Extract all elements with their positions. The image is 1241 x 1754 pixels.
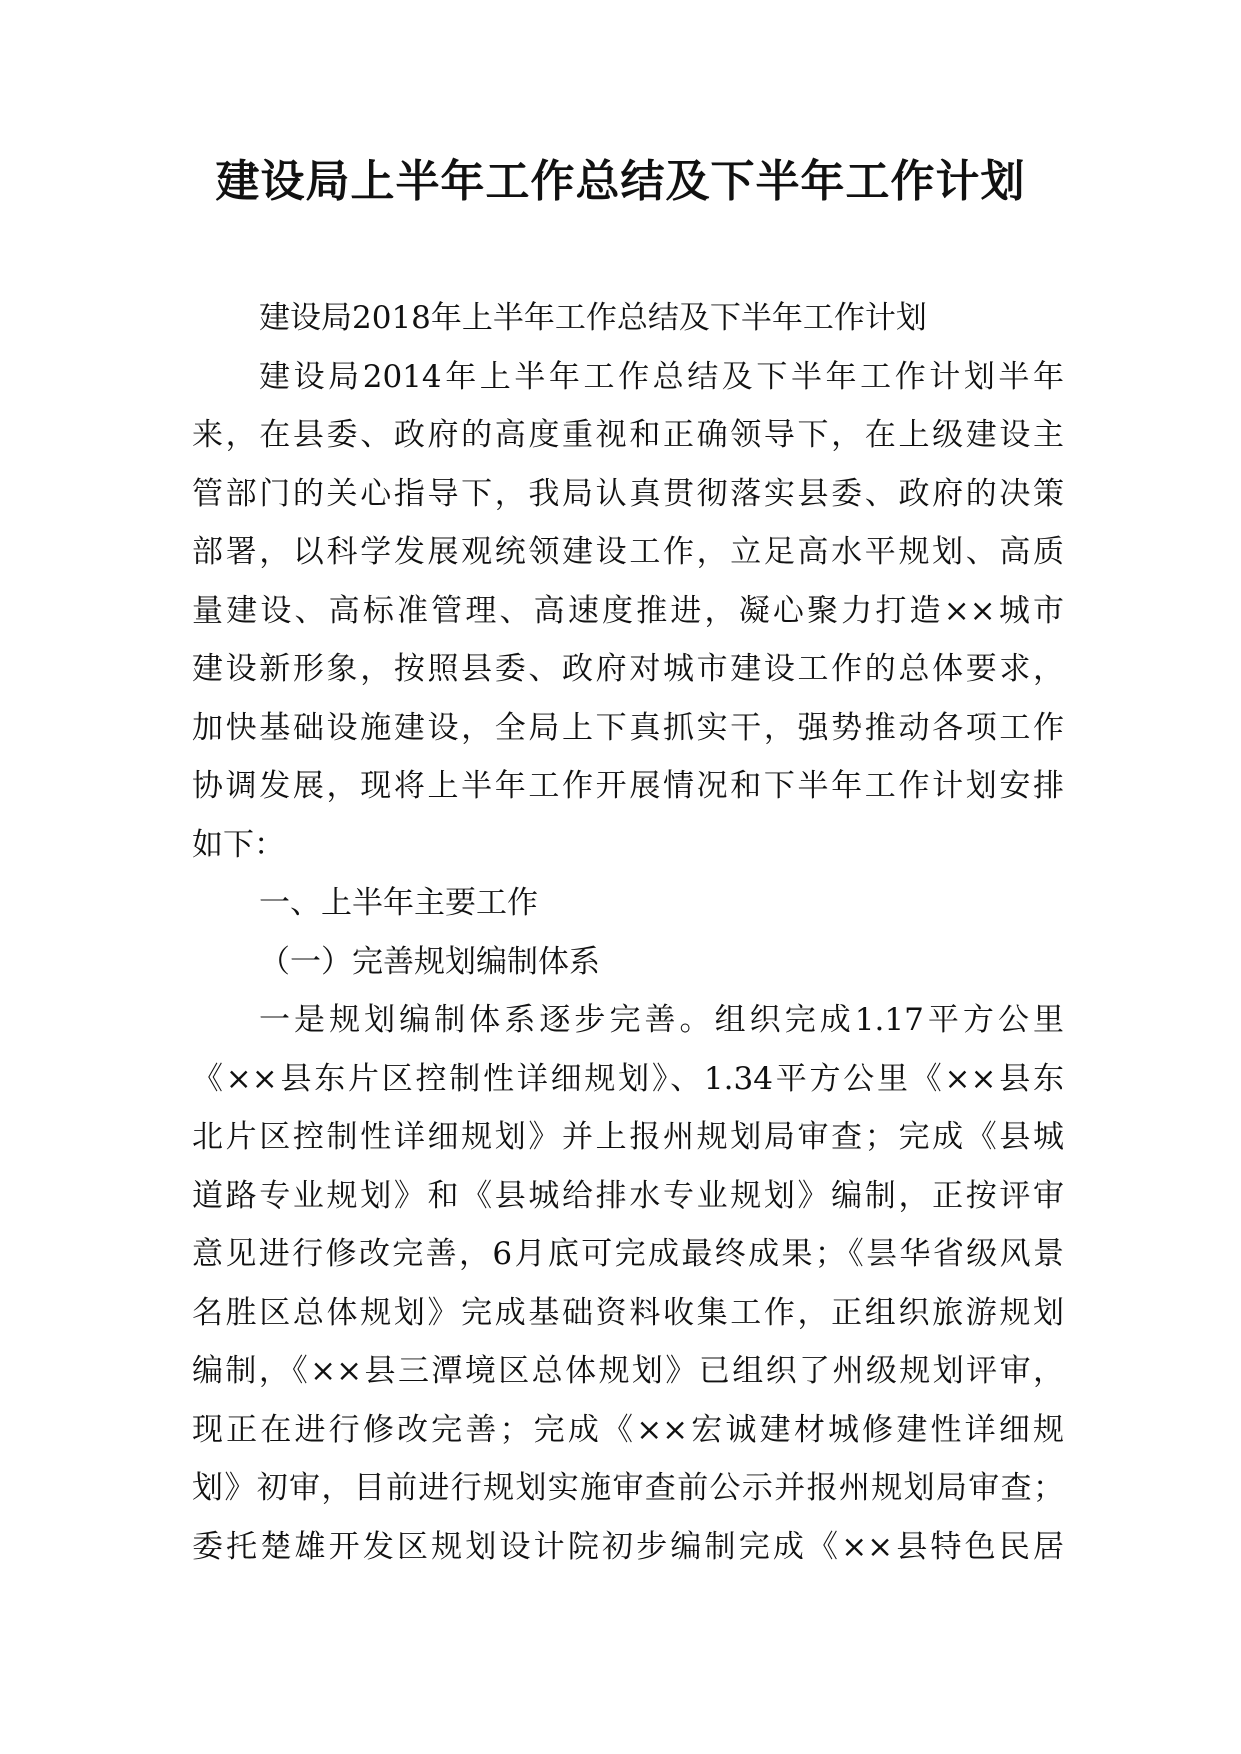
text-line: 建设局2014年上半年工作总结及下半年工作计划半年 (259, 358, 1064, 395)
text-line: 一是规划编制体系逐步完善。组织完成1.17平方公里 (259, 1002, 1064, 1038)
text-line: 部署，以科学发展观统领建设工作，立足高水平规划、高质 (192, 534, 1064, 570)
text-line: 建设局2018年上半年工作总结及下半年工作计划 (259, 300, 927, 336)
text-line: 协调发展，现将上半年工作开展情况和下半年工作计划安排 (192, 768, 1064, 804)
text-line: 《××县东片区控制性详细规划》、1.34平方公里《××县东 (192, 1060, 1064, 1097)
text-line: 管部门的关心指导下，我局认真贯彻落实县委、政府的决策 (192, 475, 1064, 512)
text-line: 如下： (192, 826, 285, 863)
text-line: 北片区控制性详细规划》并上报州规划局审查；完成《县城 (192, 1119, 1064, 1155)
document-title: 建设局上半年工作总结及下半年工作计划 (215, 156, 1026, 207)
text-line: 量建设、高标准管理、高速度推进，凝心聚力打造××城市 (192, 592, 1064, 629)
text-line: 道路专业规划》和《县城给排水专业规划》编制，正按评审 (192, 1177, 1064, 1214)
text-line: 划》初审，目前进行规划实施审查前公示并报州规划局审查； (192, 1470, 1064, 1506)
text-line: （一）完善规划编制体系 (259, 943, 600, 980)
text-line: 加快基础设施建设，全局上下真抓实干，强势推动各项工作 (192, 709, 1064, 746)
text-line: 建设新形象，按照县委、政府对城市建设工作的总体要求， (192, 651, 1064, 687)
text-line: 意见进行修改完善，6月底可完成最终成果；《昙华省级风景 (192, 1236, 1064, 1272)
text-line: 编制，《××县三潭境区总体规划》已组织了州级规划评审， (192, 1353, 1064, 1389)
text-line: 现正在进行修改完善；完成《××宏诚建材城修建性详细规 (192, 1411, 1064, 1448)
document-body (192, 289, 1064, 1576)
text-line: 一、上半年主要工作 (259, 885, 538, 921)
text-line: 来，在县委、政府的高度重视和正确领导下，在上级建设主 (192, 417, 1064, 453)
text-line: 名胜区总体规划》完成基础资料收集工作，正组织旅游规划 (192, 1294, 1064, 1331)
text-line: 委托楚雄开发区规划设计院初步编制完成《××县特色民居 (192, 1528, 1064, 1565)
